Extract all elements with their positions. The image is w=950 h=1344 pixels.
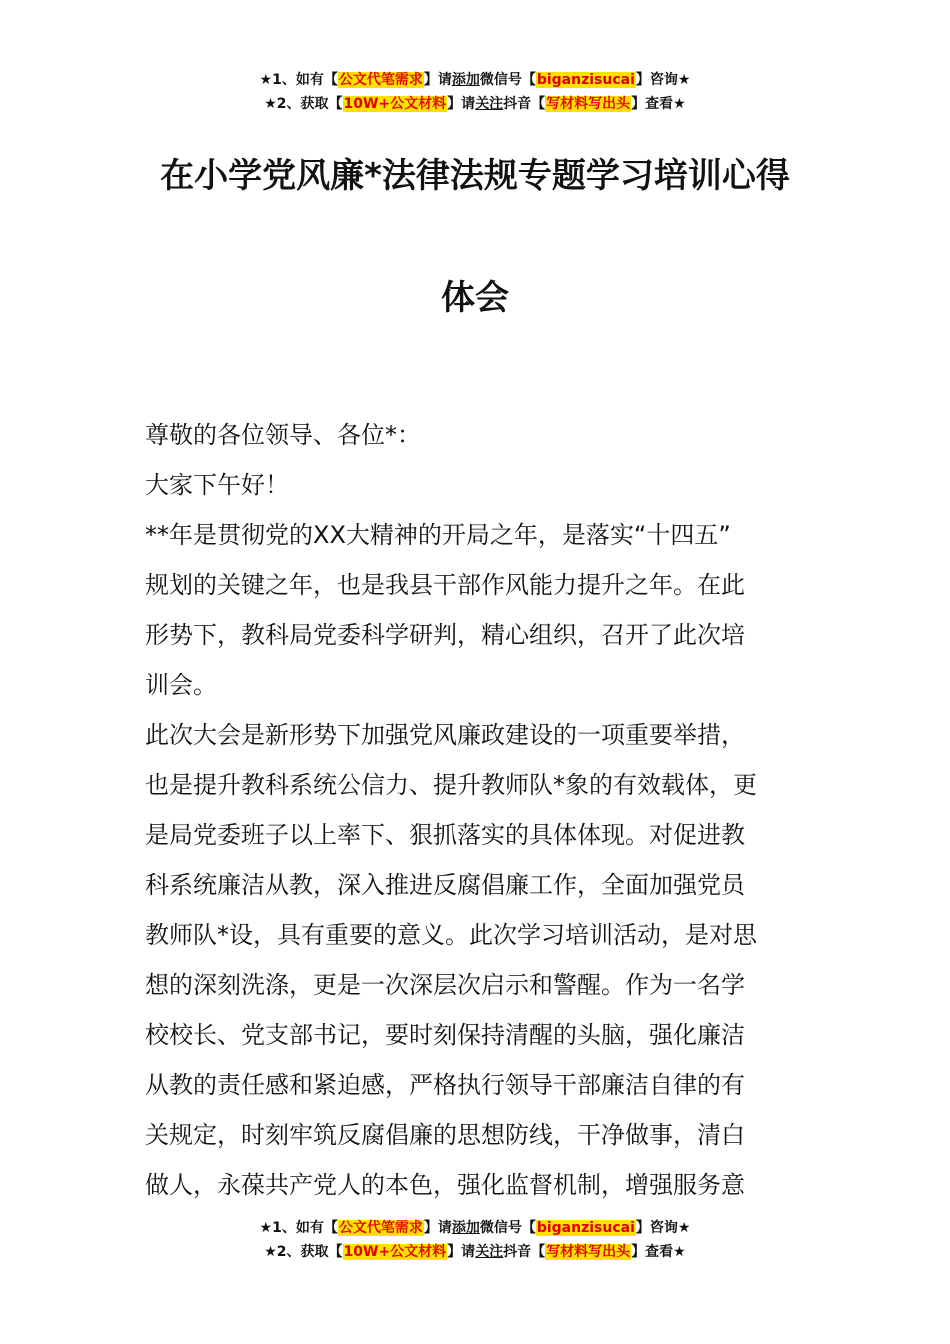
banner-underline: 添加 xyxy=(451,1220,480,1236)
highlight-douyin: 写材料写出头 xyxy=(546,96,631,112)
banner-text: ★1、如有【 xyxy=(259,72,338,88)
footer-banner xyxy=(0,1216,950,1264)
body-line: 训会。 xyxy=(145,671,217,699)
body-line: 此次大会是新形势下加强党风廉政建设的一项重要举措， xyxy=(145,721,745,749)
banner-text: 】查看★ xyxy=(631,1244,686,1260)
banner-text: ★2、获取【 xyxy=(264,96,343,112)
highlight-douyin: 写材料写出头 xyxy=(546,1244,631,1260)
banner-underline: 关注 xyxy=(475,1244,504,1260)
banner-line-2 xyxy=(0,92,950,116)
body-line: 校校长、党支部书记，要时刻保持清醒的头脑，强化廉洁 xyxy=(145,1021,745,1049)
banner-text: ★1、如有【 xyxy=(259,1220,338,1236)
document-body xyxy=(145,410,810,1210)
banner-text: 微信号【 xyxy=(479,1220,536,1236)
header-banner xyxy=(0,68,950,116)
body-line: 做人，永葆共产党人的本色，强化监督机制，增强服务意 xyxy=(145,1171,745,1199)
body-line: 是局党委班子以上率下、狠抓落实的具体体现。对促进教 xyxy=(145,821,745,849)
body-line: 尊敬的各位领导、各位*： xyxy=(145,421,421,449)
banner-line-2 xyxy=(0,1240,950,1264)
body-line: 大家下午好！ xyxy=(145,471,289,499)
banner-text: 】请 xyxy=(447,1244,476,1260)
body-line: 关规定，时刻牢筑反腐倡廉的思想防线，干净做事，清白 xyxy=(145,1121,745,1149)
highlight-service: 公文代笔需求 xyxy=(338,1220,423,1236)
banner-text: 】咨询★ xyxy=(635,72,691,88)
highlight-wechat-id: biganzisucai xyxy=(536,72,635,88)
document-title-line-2: 体会 xyxy=(441,278,509,318)
banner-text: 】请 xyxy=(423,1220,452,1236)
banner-text: 抖音【 xyxy=(503,96,546,112)
banner-underline: 添加 xyxy=(451,72,480,88)
body-line: 规划的关键之年，也是我县干部作风能力提升之年。在此 xyxy=(145,571,745,599)
highlight-service: 公文代笔需求 xyxy=(338,72,423,88)
banner-line-1 xyxy=(0,68,950,92)
banner-underline: 关注 xyxy=(475,96,504,112)
highlight-materials: 10W+公文材料 xyxy=(343,96,447,112)
banner-text: ★2、获取【 xyxy=(264,1244,343,1260)
body-line: 想的深刻洗涤，更是一次深层次启示和警醒。作为一名学 xyxy=(145,971,745,999)
banner-line-1 xyxy=(0,1216,950,1240)
banner-text: 抖音【 xyxy=(503,1244,546,1260)
highlight-materials: 10W+公文材料 xyxy=(343,1244,447,1260)
body-line: 形势下，教科局党委科学研判，精心组织，召开了此次培 xyxy=(145,621,745,649)
body-line: 也是提升教科系统公信力、提升教师队*象的有效载体，更 xyxy=(145,771,757,799)
highlight-wechat-id: biganzisucai xyxy=(536,1220,635,1236)
banner-text: 】请 xyxy=(447,96,476,112)
body-line: **年是贯彻党的XX大精神的开局之年，是落实“十四五” xyxy=(145,521,731,549)
body-line: 从教的责任感和紧迫感，严格执行领导干部廉洁自律的有 xyxy=(145,1071,745,1099)
body-line: 教师队*设，具有重要的意义。此次学习培训活动，是对思 xyxy=(145,921,757,949)
body-line: 科系统廉洁从教，深入推进反腐倡廉工作，全面加强党员 xyxy=(145,871,745,899)
banner-text: 微信号【 xyxy=(479,72,536,88)
banner-text: 】咨询★ xyxy=(635,1220,691,1236)
banner-text: 】请 xyxy=(423,72,452,88)
banner-text: 】查看★ xyxy=(631,96,686,112)
document-title-line-1: 在小学党风廉*法律法规专题学习培训心得 xyxy=(160,156,790,196)
